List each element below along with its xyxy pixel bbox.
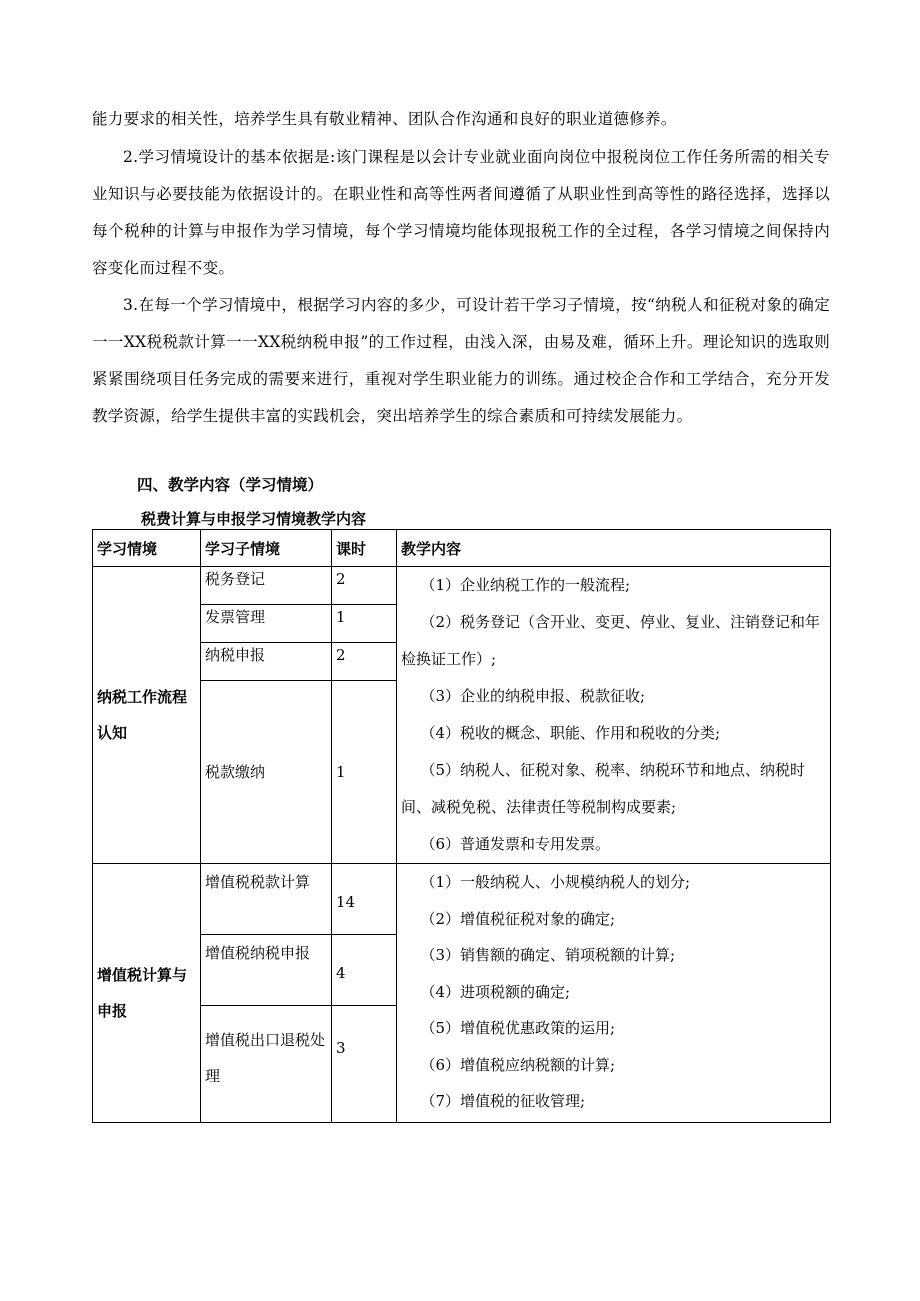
subscene-cell: 税款缴纳 (201, 681, 332, 864)
content-item: （1）企业纳税工作的一般流程; (420, 576, 631, 594)
content-item: （6）普通发票和专用发票。 (420, 835, 611, 853)
content-item: （5）增值税优惠政策的运用; (420, 1019, 616, 1037)
hours-cell: 4 (332, 935, 397, 1006)
subscene-cell: 税务登记 (201, 567, 332, 605)
content-item: （5）纳税人、征税对象、税率、纳税环节和地点、纳税时间、减税免税、法律责任等税制构成要素; (401, 761, 806, 816)
content-item: （3）销售额的确定、销项税额的计算; (420, 946, 676, 964)
content-item: （4）进项税额的确定; (420, 982, 571, 1001)
hours-cell: 2 (332, 643, 397, 681)
header-subscene: 学习子情境 (201, 530, 332, 567)
content-item: （2）税务登记（含开业、变更、停业、复业、注销登记和年检换证工作）; (401, 613, 821, 668)
section-heading: 四、教学内容（学习情境） (137, 476, 324, 494)
paragraph-basis (92, 139, 830, 287)
table-row (93, 864, 831, 935)
table-header-row (93, 530, 831, 567)
hours-cell: 14 (332, 864, 397, 935)
content-item: （3）企业的纳税申报、税款征收; (420, 687, 646, 705)
paragraph-subscenes (92, 287, 830, 435)
content-item: （7）增值税的征收管理; (420, 1092, 586, 1110)
paragraph-2: 2.学习情境设计的基本依据是:该门课程是以会计专业就业面向岗位中报税岗位工作任务所需的相关专业知识与必要技能为依据设计的。在职业性和高等性两者间遵循了从职业性到高等性的路径选择，选择以每个税种的计算与申报作为学习情境，每个学习情境均能体现报税工作的全过程，各学习情境之间保持内容变化而过程不变。 (92, 148, 830, 277)
subscene-cell: 增值税税款计算 (201, 864, 332, 935)
subscene-cell: 纳税申报 (201, 643, 332, 681)
scene-cell: 纳税工作流程认知 (93, 567, 201, 864)
content-item: （4）税收的概念、职能、作用和税收的分类; (420, 724, 721, 742)
header-hours: 课时 (332, 530, 397, 567)
subscene-cell: 增值税出口退税处理 (201, 1006, 332, 1123)
subscene-cell: 增值税纳税申报 (201, 935, 332, 1006)
table-row (93, 567, 831, 605)
teaching-content-table (92, 529, 831, 1123)
hours-cell: 2 (332, 567, 397, 605)
hours-cell: 3 (332, 1006, 397, 1123)
subscene-cell: 发票管理 (201, 605, 332, 643)
header-content: 教学内容 (397, 530, 831, 567)
content-item: （1）一般纳税人、小规模纳税人的划分; (420, 873, 691, 891)
content-cell (397, 864, 831, 1123)
hours-cell: 1 (332, 681, 397, 864)
table-caption: 税费计算与申报学习情境教学内容 (141, 510, 367, 528)
content-item: （6）增值税应纳税额的计算; (420, 1055, 616, 1074)
paragraph-3: 3.在每一个学习情境中，根据学习内容的多少，可设计若干学习子情境，按“纳税人和征税对象的确定一一XX税税款计算一一XX税纳税申报”的工作过程，由浅入深，由易及难，循环上升。理论知识的选取则紧紧围绕项目任务完成的需要来进行，重视对学生职业能力的训练。通过校企合作和工学结合，充分开发教学资源，给学生提供丰富的实践机会，突出培养学生的综合素质和可持续发展能力。 (92, 296, 830, 425)
content-item: （2）增值税征税对象的确定; (420, 909, 616, 928)
paragraph-0: 能力要求的相关性，培养学生具有敬业精神、团队合作沟通和良好的职业道德修养。 (92, 110, 677, 128)
content-cell (397, 567, 831, 864)
hours-cell: 1 (332, 605, 397, 643)
header-scene: 学习情境 (93, 530, 201, 567)
scene-cell: 增值税计算与申报 (93, 864, 201, 1123)
paragraph-continuation (92, 101, 830, 138)
